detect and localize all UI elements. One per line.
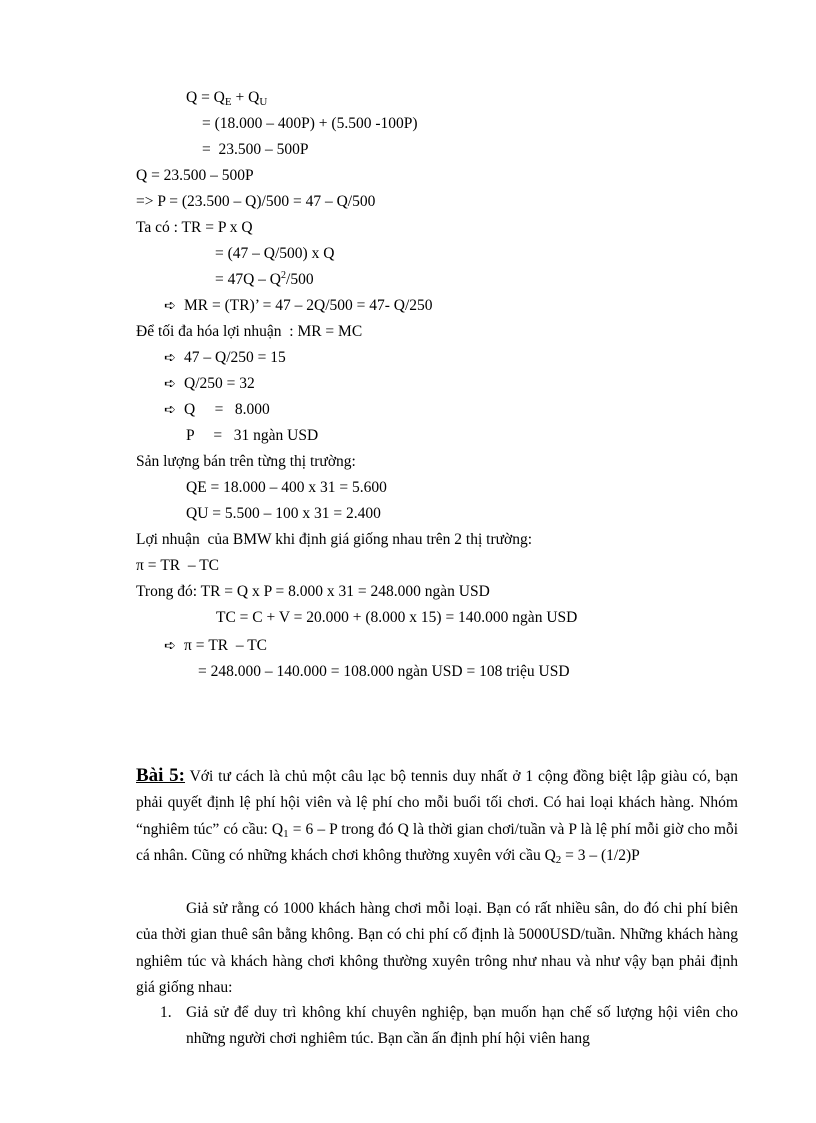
calc-line-3: = 23.500 – 500P xyxy=(202,141,309,158)
calc-line-22 xyxy=(164,636,267,656)
exercise-paragraph-2: Giả sử rằng có 1000 khách hàng chơi mỗi loại. Bạn có rất nhiều sân, do đó chi phí biên của thời gian thuê sân bằng không. Bạn có chi phí cố định là 5000USD/tuần. Những khách hàng nghiêm túc và khách hàng chơi không thường xuyên trông như nhau và như vậy bạn phải định giá giống nhau: xyxy=(136,900,738,997)
calc-line-13 xyxy=(164,400,270,420)
calc-line-8 xyxy=(215,270,314,290)
list-item-number: 1. xyxy=(160,1004,172,1021)
calc-line-2: = (18.000 – 400P) + (5.500 -100P) xyxy=(202,115,418,132)
calc-line-21: TC = C + V = 20.000 + (8.000 x 15) = 140.000 ngàn USD xyxy=(216,609,578,626)
calc-line-6: Ta có : TR = P x Q xyxy=(136,219,253,236)
calc-line-15: Sản lượng bán trên từng thị trường: xyxy=(136,453,356,470)
calc-text: Q = Q xyxy=(186,89,225,106)
calc-text: Q/250 = 32 xyxy=(184,375,255,392)
calc-text: 47 – Q/250 = 15 xyxy=(184,349,286,366)
arrow-right-icon: ➪ xyxy=(164,298,176,314)
calc-text: MR = (TR)’ = 47 – 2Q/500 = 47- Q/250 xyxy=(184,297,433,314)
calc-line-9 xyxy=(164,296,433,316)
calc-line-11 xyxy=(164,348,286,368)
calc-line-12 xyxy=(164,374,255,394)
arrow-right-icon: ➪ xyxy=(164,402,176,418)
calc-text: Q = 8.000 xyxy=(184,401,270,418)
paragraph-text: Với tư cách là chủ một câu lạc bộ tennis duy nhất ở 1 cộng đồng biệt lập giàu có, bạn phải quyết định lệ phí hội viên và lệ phí cho mỗi buổi tối chơi. Có hai loại khách hàng. Nhóm “nghiêm túc” có cầu: Q xyxy=(136,768,738,838)
subscript: U xyxy=(259,96,268,108)
calc-line-10: Để tối đa hóa lợi nhuận : MR = MC xyxy=(136,323,363,340)
calc-line-1 xyxy=(186,88,267,108)
superscript: 2 xyxy=(281,269,287,281)
subscript: E xyxy=(224,96,232,108)
arrow-right-icon: ➪ xyxy=(164,376,176,392)
subscript: 2 xyxy=(555,854,562,867)
exercise-list xyxy=(136,1000,738,1053)
calc-text: π = TR – TC xyxy=(184,637,268,654)
calc-line-23: = 248.000 – 140.000 = 108.000 ngàn USD = 108 triệu USD xyxy=(198,663,570,680)
calc-line-4: Q = 23.500 – 500P xyxy=(136,167,254,184)
subscript: 1 xyxy=(283,827,289,840)
calc-text: = 47Q – Q xyxy=(215,271,282,288)
calc-line-5: => P = (23.500 – Q)/500 = 47 – Q/500 xyxy=(136,193,376,210)
paragraph-text: = 3 – (1/2)P xyxy=(561,847,640,865)
list-item xyxy=(136,1000,738,1053)
calc-line-14: P = 31 ngàn USD xyxy=(186,427,319,444)
exercise-title: Bài 5: xyxy=(136,765,186,786)
calc-text: + Q xyxy=(231,89,260,106)
calc-line-7: = (47 – Q/500) x Q xyxy=(215,245,335,262)
list-item-text: Giả sử để duy trì không khí chuyên nghiệp, bạn muốn hạn chế số lượng hội viên cho những người chơi nghiêm túc. Bạn cần ấn định phí hội viên hang xyxy=(186,1004,738,1048)
calc-line-19: π = TR – TC xyxy=(136,557,220,574)
calc-line-16: QE = 18.000 – 400 x 31 = 5.600 xyxy=(186,479,387,496)
calc-line-17: QU = 5.500 – 100 x 31 = 2.400 xyxy=(186,505,381,522)
paragraph-text: = 6 – P trong đó Q là thời gian chơi/tuần và P là lệ phí mỗi giờ cho mỗi cá nhân. Cũng có những khách chơi không thường xuyên với cầu Q xyxy=(136,820,739,865)
calc-line-20: Trong đó: TR = Q x P = 8.000 x 31 = 248.000 ngàn USD xyxy=(136,583,490,600)
exercise-paragraph-1 xyxy=(136,763,738,870)
arrow-right-icon: ➪ xyxy=(164,350,176,366)
arrow-right-icon: ➪ xyxy=(164,638,176,654)
calc-line-18: Lợi nhuận của BMW khi định giá giống nhau trên 2 thị trường: xyxy=(136,531,533,548)
calc-text: /500 xyxy=(286,271,314,288)
